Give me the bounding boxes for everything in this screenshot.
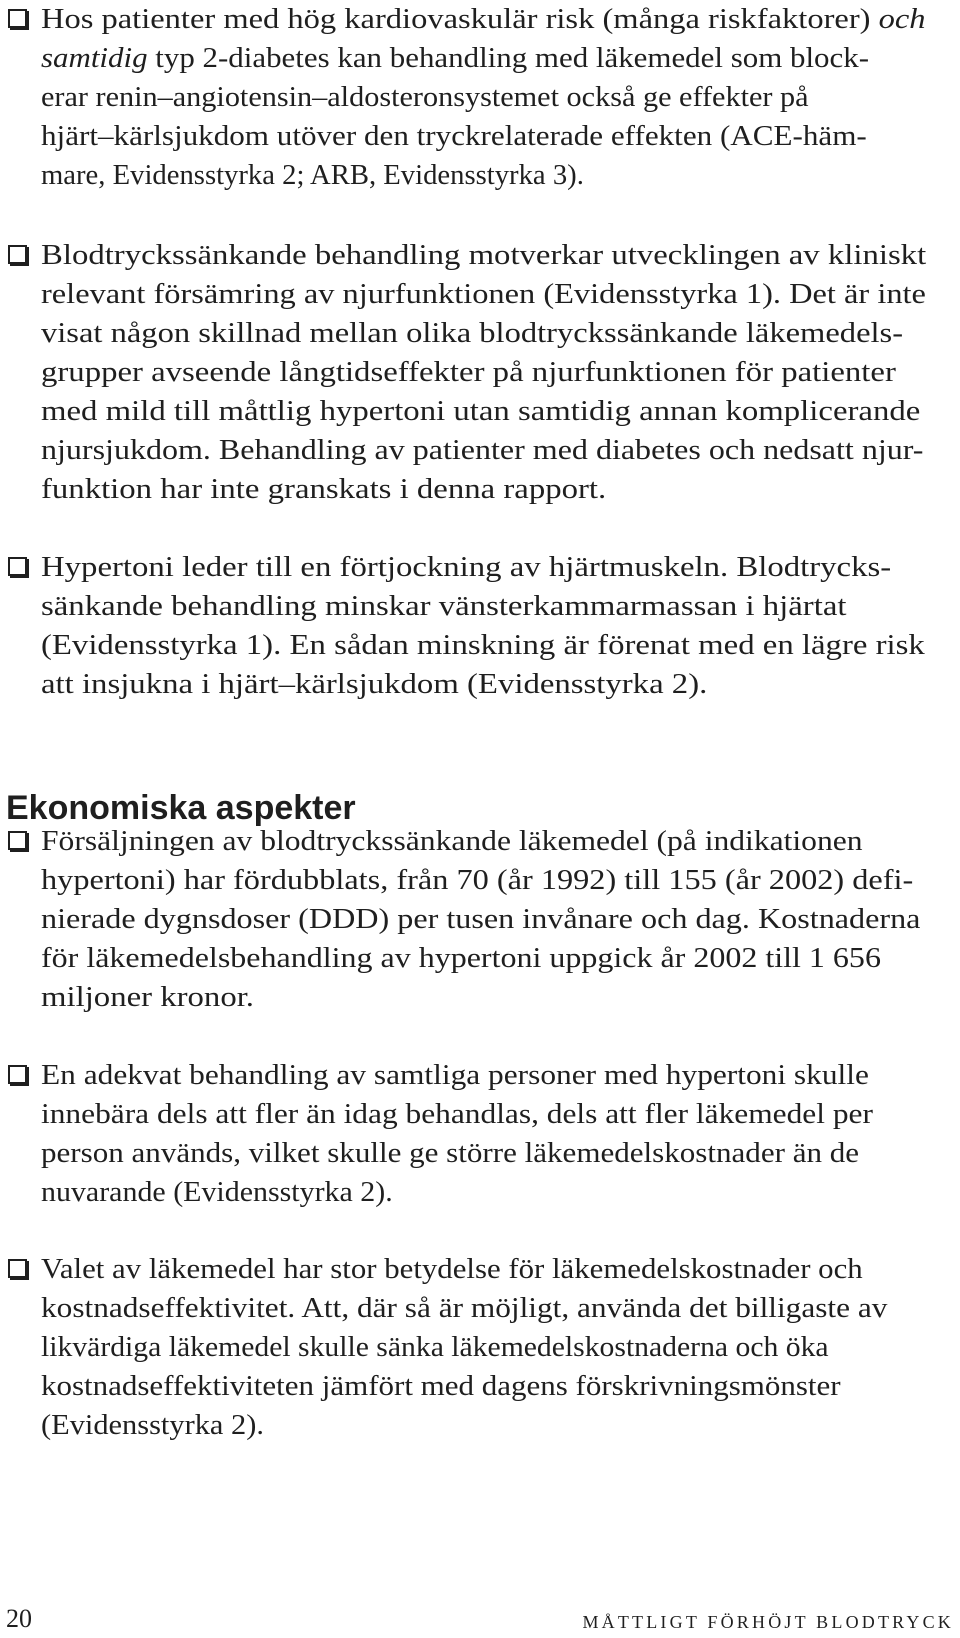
- running-title: MÅTTLIGT FÖRHÖJT BLODTRYCK: [582, 1612, 954, 1632]
- text-run: visat någon skillnad mellan olika blodtryckssänkande läkemedels-: [41, 318, 904, 349]
- text-run: kostnadseffektiviteten jämfört med dagens förskrivningsmönster: [41, 1371, 841, 1402]
- checkbox-bullet-icon: [8, 1065, 27, 1084]
- text-run: miljoner kronor.: [41, 982, 255, 1013]
- checkbox-bullet-icon: [8, 1259, 27, 1278]
- text-run: (Evidensstyrka 1). En sådan minskning är förenat med en lägre risk: [41, 630, 925, 661]
- text-run: En adekvat behandling av samtliga personer med hypertoni skulle: [41, 1060, 869, 1091]
- text-run: Försäljningen av blodtryckssänkande läkemedel (på indikationen: [41, 826, 863, 857]
- checkbox-bullet-icon: [8, 831, 27, 850]
- text-run: erar renin–angiotensin–aldosteronsystemet också ge effekter på: [41, 82, 809, 113]
- paragraph-line: [41, 314, 903, 354]
- text-run: för läkemedelsbehandling av hypertoni uppgick år 2002 till 1 656: [41, 943, 881, 974]
- text-run: Blodtryckssänkande behandling motverkar utvecklingen av kliniskt: [41, 240, 927, 271]
- section-heading: Ekonomiska aspekter: [6, 789, 356, 827]
- paragraph-line: [41, 117, 867, 157]
- text-run: funktion har inte granskats i denna rapport.: [41, 474, 607, 505]
- paragraph-line: [41, 1289, 887, 1329]
- paragraph-line: [41, 822, 863, 862]
- text-run: sänkande behandling minskar vänsterkammarmassan i hjärtat: [41, 591, 847, 622]
- paragraph-line: [41, 353, 896, 393]
- paragraph-line: [41, 1173, 393, 1213]
- page-number: 20: [6, 1604, 32, 1633]
- paragraph-line: [41, 236, 926, 276]
- italic-text-run: samtidig: [41, 43, 148, 74]
- text-run: med mild till måttlig hypertoni utan samtidig annan komplicerande: [41, 396, 921, 427]
- text-run: person används, vilket skulle ge större läkemedelskostnader än de: [41, 1138, 860, 1169]
- text-run: mare, Evidensstyrka 2; ARB, Evidensstyrka 3).: [41, 160, 584, 191]
- bullet-item: [8, 0, 948, 199]
- paragraph-line: [41, 470, 606, 510]
- paragraph-line: [41, 939, 881, 979]
- paragraph-line: [41, 156, 584, 196]
- bullet-item: [8, 822, 948, 1021]
- text-run: Valet av läkemedel har stor betydelse för läkemedelskostnader och: [41, 1254, 863, 1285]
- checkbox-bullet-icon: [8, 9, 27, 28]
- paragraph-line: [41, 861, 913, 901]
- paragraph-line: [41, 548, 891, 588]
- paragraph-line: [41, 1056, 869, 1096]
- paragraph-line: [41, 39, 869, 79]
- paragraph-line: [41, 626, 925, 666]
- bullet-item: [8, 1250, 948, 1449]
- paragraph-line: [41, 431, 923, 471]
- text-run: grupper avseende långtidseffekter på njurfunktionen för patienter: [41, 357, 896, 388]
- paragraph-line: [41, 1250, 863, 1290]
- text-run: hypertoni) har fördubblats, från 70 (år 1992) till 155 (år 2002) defi-: [41, 865, 914, 896]
- text-run: Hos patienter med hög kardiovaskulär risk (många riskfaktorer): [41, 4, 879, 35]
- paragraph-line: [41, 1367, 841, 1407]
- text-run: relevant försämring av njurfunktionen (Evidensstyrka 1). Det är inte: [41, 279, 926, 310]
- paragraph-line: [41, 392, 920, 432]
- text-run: kostnadseffektivitet. Att, där så är möjligt, använda det billigaste av: [41, 1293, 888, 1324]
- text-run: typ 2-diabetes kan behandling med läkemedel som block-: [147, 43, 870, 74]
- text-run: likvärdiga läkemedel skulle sänka läkemedelskostnaderna och öka: [41, 1332, 829, 1363]
- paragraph-line: [41, 978, 254, 1018]
- paragraph-line: [41, 0, 926, 40]
- paragraph-line: [41, 665, 707, 705]
- italic-text-run: och: [878, 4, 926, 35]
- text-run: nierade dygnsdoser (DDD) per tusen invånare och dag. Kostnaderna: [41, 904, 921, 935]
- text-run: (Evidensstyrka 2).: [41, 1410, 264, 1441]
- paragraph-line: [41, 1328, 829, 1368]
- paragraph-line: [41, 587, 846, 627]
- text-run: att insjukna i hjärt–kärlsjukdom (Evidensstyrka 2).: [41, 669, 708, 700]
- checkbox-bullet-icon: [8, 557, 27, 576]
- paragraph-line: [41, 1095, 873, 1135]
- bullet-item: [8, 548, 948, 708]
- paragraph-line: [41, 1134, 859, 1174]
- checkbox-bullet-icon: [8, 245, 27, 264]
- text-run: Hypertoni leder till en förtjockning av hjärtmuskeln. Blodtrycks-: [41, 552, 892, 583]
- bullet-item: [8, 236, 948, 513]
- bullet-item: [8, 1056, 948, 1216]
- paragraph-line: [41, 275, 926, 315]
- text-run: hjärt–kärlsjukdom utöver den tryckrelaterade effekten (ACE-häm-: [41, 121, 867, 152]
- paragraph-line: [41, 78, 809, 118]
- paragraph-line: [41, 900, 920, 940]
- paragraph-line: [41, 1406, 264, 1446]
- text-run: innebära dels att fler än idag behandlas, dels att fler läkemedel per: [41, 1099, 873, 1130]
- text-run: nuvarande (Evidensstyrka 2).: [41, 1177, 393, 1208]
- text-run: njursjukdom. Behandling av patienter med diabetes och nedsatt njur-: [41, 435, 924, 466]
